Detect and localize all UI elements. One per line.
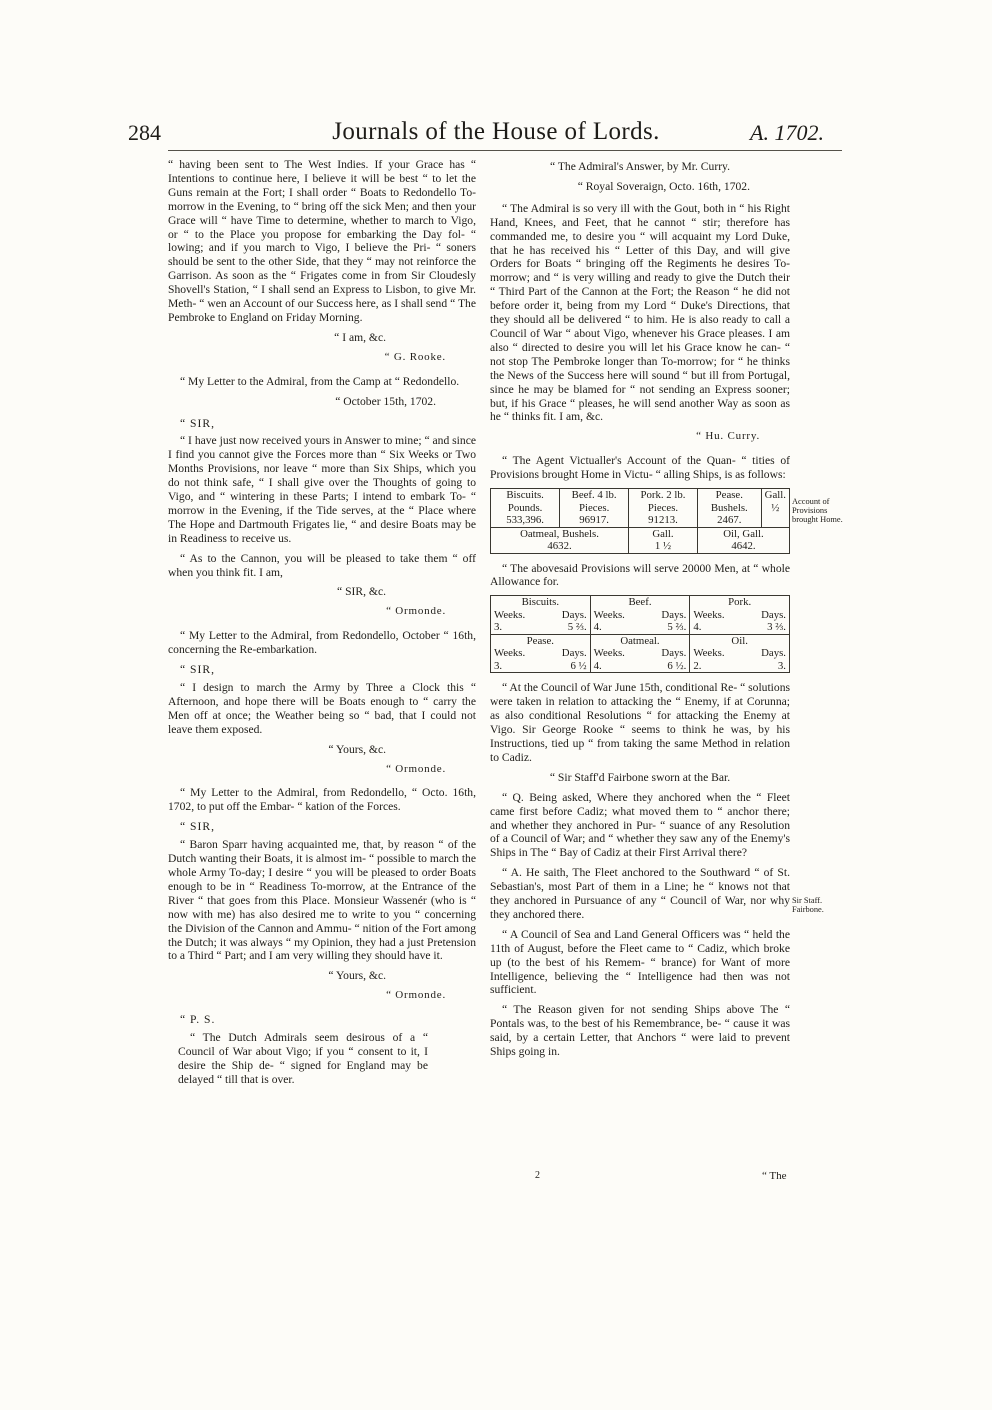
table-row	[491, 527, 790, 553]
header-rule	[168, 150, 842, 151]
table-cell: Oil. Weeks. Days. 2. 3.	[690, 634, 790, 673]
signature-mark: 2	[535, 1170, 540, 1181]
table-row	[491, 596, 790, 635]
table-row	[491, 634, 790, 673]
letter-heading-camp: “ My Letter to the Admiral, from the Camp at “ Redondello.	[180, 374, 460, 388]
admiral-answer-date: “ Royal Soveraign, Octo. 16th, 1702.	[577, 179, 750, 193]
letter-body-cannon: “ As to the Cannon, you will be pleased to take them “ off when you think fit. I am,	[168, 551, 476, 579]
pontals-paragraph: “ The Reason given for not sending Ships above The “ Pontals was, to the best of his Remembrance, be- “ cause it was said, by a certain Letter, that Anchors “ were laid to prevent Ships going in.	[490, 1003, 790, 1059]
salutation-sir: “ SIR,	[180, 416, 215, 430]
rooke-closing: “ I am, &c.	[334, 330, 386, 344]
table-cell: Gall. 1 ½	[629, 527, 698, 553]
allowance-note: “ The abovesaid Provisions will serve 20000 Men, at “ whole Allowance for.	[490, 561, 790, 589]
admiral-answer-heading: “ The Admiral's Answer, by Mr. Curry.	[549, 160, 731, 173]
table-cell: Pease. Weeks. Days. 3. 6 ½	[491, 634, 591, 673]
left-column	[168, 158, 476, 1093]
victualler-account-intro: “ The Agent Victualler's Account of the Quan- “ tities of Provisions brought Home in Victu- “ alling Ships, is as follows:	[490, 454, 790, 482]
catchword: “ The	[762, 1170, 787, 1182]
council-paragraph: “ A Council of Sea and Land General Officers was “ held the 11th of August, before the Fleet came to “ Cadiz, which broke up (to the best of his Remem- “ brance) for Want of more Intelligence, believing the “ Intelligence had then was not sufficient.	[490, 927, 790, 997]
allowance-table	[490, 595, 790, 673]
salutation-sir-2: “ SIR,	[180, 663, 215, 677]
sworn-heading: “ Sir Staff'd Fairbone sworn at the Bar.	[549, 770, 731, 784]
question-paragraph: “ Q. Being asked, Where they anchored when the “ Fleet came first before Cadiz; what moved them to “ anchor there; and whether they anchored in Pur- “ suance of any Resolution of a Council of War; and “ whether they saw any of the Enemy's Ships in The “ Bay of Cadiz at their First Arrival there?	[490, 790, 790, 860]
letter-closing-yours-2: “ Yours, &c.	[328, 969, 386, 983]
table-cell: Beef. Weeks. Days. 4. 5 ⅔.	[590, 596, 690, 635]
letter-body-reembark: “ I design to march the Army by Three a Clock this “ Afternoon, and hope there will be Boats enough to “ carry the Men off at once; the Weather being so “ bad, that I could not leave them exposed.	[168, 681, 476, 736]
ormonde-signature-3: “ Ormonde.	[386, 989, 446, 1002]
council-of-war-note: “ At the Council of War June 15th, conditional Re- “ solutions were taken in relation to attacking the “ Enemy, if at Corunna; as also conditional Resolutions “ for attacking the Enemy at Vigo. Sir George Rooke “ seems to think he was, by his Instructions, tied up “ from taking the same Method in relation to Cadiz.	[490, 681, 791, 764]
margin-note-provisions: Account of Provisions brought Home.	[792, 497, 843, 524]
postscript-label: “ P. S.	[180, 1013, 216, 1027]
letter-body-oct15: “ I have just now received yours in Answer to mine; “ and since I find you cannot give the Forces more than “ Six Weeks or Two Months Provisions, nor leave “ more than Six Ships, which you do not think safe, “ I shall give over the Thoughts of going to Vigo, and “ wintering in these Parts; I intend to embark To- “ morrow in the Evening, if the Tide serves, at the “ Place where The Hope and Dartmouth Frigates lie, “ and desire Boats may be in Readiness to receive us.	[168, 434, 476, 545]
table-cell: Pease. Bushels. 2467.	[697, 489, 761, 528]
table-cell: Oatmeal. Weeks. Days. 4. 6 ½.	[590, 634, 690, 673]
table-cell: Pork. 2 lb. Pieces. 91213.	[629, 489, 698, 528]
letter-body-putoff: “ Baron Sparr having acquainted me, that, by reason “ of the Dutch wanting their Boats, it is almost im- “ possible to march the whole Army To-day; I desire “ you will be pleased to order Boats enough to be in “ Readiness To-morrow, at the Entrance of the River “ that goes from this Place. Monsieur Wassenér (who is “ now with me) has also desired me to write to you “ concerning the Division of the Cannon and Ammu- “ nition of the Fort among the Dutch; it was always “ my Opinion, they had a just Pretension to a Third “ Part; and I am very willing they should have it.	[168, 838, 476, 963]
margin-note-fairbone: Sir Staff. Fairbone.	[792, 896, 824, 914]
answer-paragraph: “ A. He saith, The Fleet anchored to the Southward “ of St. Sebastian's, most Part of them in a Line; he “ knows not that they anchored in Pursuance of any “ Council of War, nor why they anchored there.	[490, 866, 790, 921]
table-cell: Pork. Weeks. Days. 4. 3 ⅔.	[690, 596, 790, 635]
page-number: 284	[128, 120, 161, 145]
letter-date-oct15: “ October 15th, 1702.	[335, 394, 436, 408]
rooke-letter-body: “ having been sent to The West Indies. If your Grace has “ Intentions to continue here, I believe it will be best “ to let the Guns remain at the Fort; I shall order “ Boats to Redondello To-morrow in the Evening, to “ bring off the sick Men; and then your Grace will “ have Time to determine, whether to march to Vigo, or “ to the Place you propose for embarking the Day fol- “ lowing; and if you march to Vigo, I believe the Pri- “ soners should be sent to the other Side, that they “ may not reinforce the Garrison. As soon as the “ Frigates come in from Sir Cloudesly Shovell's Station, “ I shall send an Express to Lisbon, to give Mr. Meth- “ wen an Account of our Success here, as I shall send “ The Pembroke to England on Friday Morning.	[168, 158, 476, 324]
table-cell: Biscuits. Weeks. Days. 3. 5 ⅔.	[491, 596, 591, 635]
letter-closing-sir: “ SIR, &c.	[337, 585, 386, 599]
table-cell: Beef. 4 lb. Pieces. 96917.	[560, 489, 629, 528]
table-cell: Oatmeal, Bushels. 4632.	[491, 527, 629, 553]
ormonde-signature-1: “ Ormonde.	[386, 605, 446, 618]
right-column	[490, 158, 790, 1065]
table-row	[491, 489, 790, 528]
admiral-answer-body: “ The Admiral is so very ill with the Gout, both in “ his Right Hand, Knees, and Feet, that he cannot “ stir; therefore has commanded me, to desire you “ will acquaint my Lord Duke, that he has received his “ Letter of this Day, and will give Orders for Boats “ bringing off the Regiments he desires To-morrow; and “ is very willing and ready to give the Dutch their “ Third Part of the Cannon at the Fort; the Reason “ he did not before order it, being from my Lord “ Duke's Directions, that they should all be delivered “ to him. He is also ready to call a Council of War “ about Vigo, whenever his Grace pleases. I am also “ directed to desire you will let his Grace know he can- “ not stop The Pembroke longer than To-morrow; for “ he thinks the News of the Success here will sound “ but ill from Portugal, since he may be blamed for “ not sending an Express sooner; but, if his Grace “ pleases, he will send another Way as soon as he “ thinks fit. I am, &c.	[490, 201, 790, 424]
year-heading: A. 1702.	[750, 120, 824, 145]
table-cell: Biscuits. Pounds. 533,396.	[491, 489, 560, 528]
curry-signature: “ Hu. Curry.	[696, 430, 760, 443]
table-cell: Gall. ½	[761, 489, 789, 528]
provisions-table	[490, 488, 790, 554]
table-cell: Oil, Gall. 4642.	[697, 527, 789, 553]
rooke-signature: “ G. Rooke.	[384, 350, 446, 363]
letter-heading-reembark: “ My Letter to the Admiral, from Redondello, October “ 16th, concerning the Re-embarkation.	[168, 629, 476, 657]
postscript-body: “ The Dutch Admirals seem desirous of a “ Council of War about Vigo; if you “ consent to it, I desire the Ship de- “ signed for England may be delayed “ till that is over.	[178, 1031, 428, 1086]
ormonde-signature-2: “ Ormonde.	[386, 762, 446, 775]
letter-heading-putoff: “ My Letter to the Admiral, from Redondello, “ Octo. 16th, 1702, to put off the Embar- “ kation of the Forces.	[168, 786, 476, 814]
running-title: Journals of the House of Lords.	[332, 118, 660, 145]
letter-closing-yours-1: “ Yours, &c.	[328, 742, 386, 756]
salutation-sir-3: “ SIR,	[180, 820, 215, 834]
